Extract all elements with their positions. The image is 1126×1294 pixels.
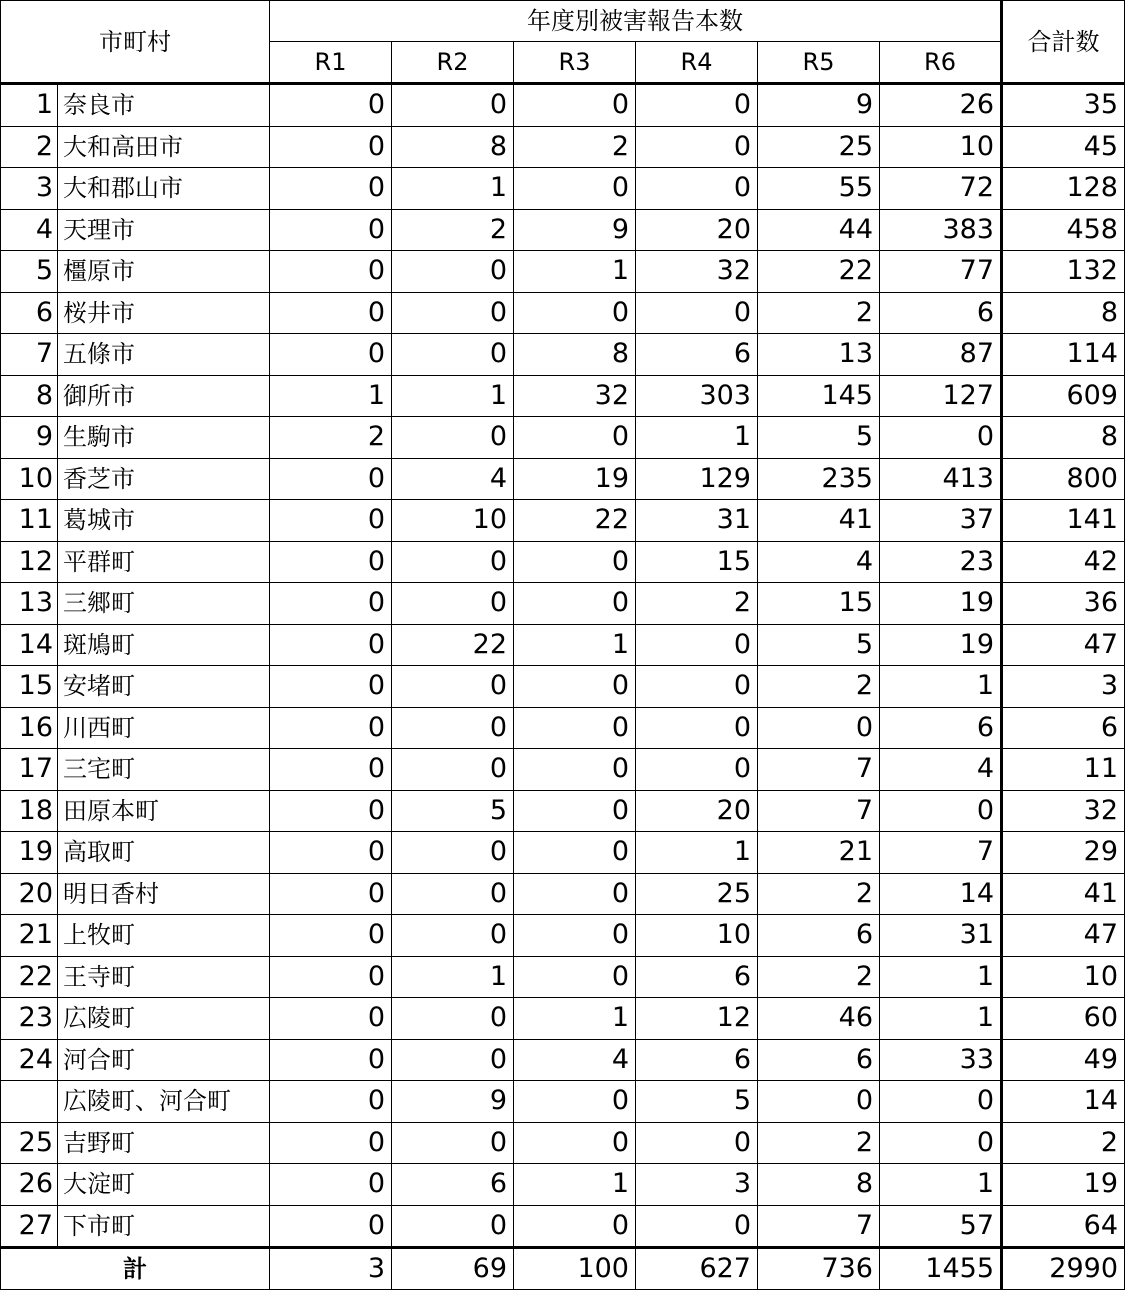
year-count-cell: 0 — [514, 292, 636, 334]
row-index — [1, 1081, 58, 1123]
municipality-name: 安堵町 — [58, 666, 270, 708]
year-count-cell: 19 — [514, 458, 636, 500]
year-count-cell: 0 — [270, 126, 392, 168]
row-total-cell: 36 — [1002, 583, 1125, 625]
year-count-cell: 77 — [880, 251, 1002, 293]
municipality-name: 桜井市 — [58, 292, 270, 334]
year-count-cell: 0 — [270, 915, 392, 957]
row-total-cell: 8 — [1002, 417, 1125, 459]
year-count-cell: 0 — [514, 832, 636, 874]
totals-cell: 1455 — [880, 1248, 1002, 1290]
row-total-cell: 128 — [1002, 168, 1125, 210]
year-count-cell: 4 — [880, 749, 1002, 791]
totals-row — [1, 1248, 1125, 1290]
municipality-name: 上牧町 — [58, 915, 270, 957]
year-count-cell: 2 — [636, 583, 758, 625]
municipality-name: 平群町 — [58, 541, 270, 583]
year-count-cell: 413 — [880, 458, 1002, 500]
year-count-cell: 8 — [758, 1164, 880, 1206]
year-count-cell: 22 — [392, 624, 514, 666]
year-count-cell: 0 — [514, 790, 636, 832]
municipality-name: 橿原市 — [58, 251, 270, 293]
year-count-cell: 0 — [514, 583, 636, 625]
year-count-cell: 6 — [636, 956, 758, 998]
table-body — [1, 84, 1125, 1248]
table-row — [1, 168, 1125, 210]
row-index: 19 — [1, 832, 58, 874]
year-count-cell: 0 — [270, 334, 392, 376]
row-total-cell: 132 — [1002, 251, 1125, 293]
header-municipality: 市町村 — [1, 1, 270, 84]
year-count-cell: 0 — [270, 1205, 392, 1248]
year-count-cell: 0 — [636, 168, 758, 210]
municipality-name: 三宅町 — [58, 749, 270, 791]
year-count-cell: 3 — [636, 1164, 758, 1206]
year-count-cell: 1 — [880, 1164, 1002, 1206]
year-count-cell: 19 — [880, 624, 1002, 666]
row-index: 13 — [1, 583, 58, 625]
table-row — [1, 1081, 1125, 1123]
year-count-cell: 6 — [758, 1039, 880, 1081]
row-total-cell: 141 — [1002, 500, 1125, 542]
year-count-cell: 6 — [758, 915, 880, 957]
year-count-cell: 0 — [392, 915, 514, 957]
row-index: 11 — [1, 500, 58, 542]
row-index: 15 — [1, 666, 58, 708]
row-index: 3 — [1, 168, 58, 210]
year-count-cell: 0 — [880, 1081, 1002, 1123]
row-total-cell: 10 — [1002, 956, 1125, 998]
year-count-cell: 25 — [758, 126, 880, 168]
row-total-cell: 6 — [1002, 707, 1125, 749]
row-index: 25 — [1, 1122, 58, 1164]
municipality-name: 田原本町 — [58, 790, 270, 832]
table-row — [1, 915, 1125, 957]
row-index: 23 — [1, 998, 58, 1040]
year-count-cell: 0 — [514, 915, 636, 957]
year-count-cell: 0 — [392, 251, 514, 293]
year-count-cell: 0 — [270, 790, 392, 832]
totals-cell: 627 — [636, 1248, 758, 1290]
year-count-cell: 1 — [392, 956, 514, 998]
year-count-cell: 46 — [758, 998, 880, 1040]
year-count-cell: 7 — [758, 790, 880, 832]
row-total-cell: 60 — [1002, 998, 1125, 1040]
header-year: R2 — [392, 42, 514, 84]
year-count-cell: 31 — [880, 915, 1002, 957]
year-count-cell: 15 — [636, 541, 758, 583]
grand-total-cell: 2990 — [1002, 1248, 1125, 1290]
row-total-cell: 49 — [1002, 1039, 1125, 1081]
year-count-cell: 7 — [758, 1205, 880, 1248]
year-count-cell: 2 — [514, 126, 636, 168]
table-row — [1, 707, 1125, 749]
year-count-cell: 0 — [270, 707, 392, 749]
year-count-cell: 7 — [758, 749, 880, 791]
year-count-cell: 0 — [270, 458, 392, 500]
year-count-cell: 0 — [880, 417, 1002, 459]
year-count-cell: 1 — [514, 251, 636, 293]
year-count-cell: 21 — [758, 832, 880, 874]
row-index: 27 — [1, 1205, 58, 1248]
row-index: 1 — [1, 84, 58, 127]
table-row — [1, 334, 1125, 376]
year-count-cell: 9 — [392, 1081, 514, 1123]
year-count-cell: 0 — [758, 1081, 880, 1123]
year-count-cell: 5 — [758, 624, 880, 666]
totals-cell: 69 — [392, 1248, 514, 1290]
year-count-cell: 0 — [270, 500, 392, 542]
row-total-cell: 609 — [1002, 375, 1125, 417]
row-total-cell: 14 — [1002, 1081, 1125, 1123]
year-count-cell: 0 — [270, 84, 392, 127]
row-index: 14 — [1, 624, 58, 666]
year-count-cell: 32 — [514, 375, 636, 417]
municipality-name: 天理市 — [58, 209, 270, 251]
year-count-cell: 0 — [392, 417, 514, 459]
table-row — [1, 583, 1125, 625]
year-count-cell: 0 — [392, 1039, 514, 1081]
year-count-cell: 33 — [880, 1039, 1002, 1081]
year-count-cell: 6 — [636, 334, 758, 376]
row-index: 18 — [1, 790, 58, 832]
header-total: 合計数 — [1002, 1, 1125, 84]
row-index: 17 — [1, 749, 58, 791]
year-count-cell: 0 — [514, 1081, 636, 1123]
row-index: 6 — [1, 292, 58, 334]
year-count-cell: 55 — [758, 168, 880, 210]
year-count-cell: 87 — [880, 334, 1002, 376]
year-count-cell: 22 — [758, 251, 880, 293]
row-index: 26 — [1, 1164, 58, 1206]
year-count-cell: 0 — [270, 998, 392, 1040]
year-count-cell: 20 — [636, 209, 758, 251]
table-row — [1, 1205, 1125, 1248]
table-row — [1, 417, 1125, 459]
table-row — [1, 375, 1125, 417]
year-count-cell: 2 — [758, 873, 880, 915]
year-count-cell: 0 — [636, 126, 758, 168]
year-count-cell: 0 — [514, 1122, 636, 1164]
row-total-cell: 32 — [1002, 790, 1125, 832]
municipality-name: 奈良市 — [58, 84, 270, 127]
year-count-cell: 44 — [758, 209, 880, 251]
year-count-cell: 20 — [636, 790, 758, 832]
row-total-cell: 47 — [1002, 915, 1125, 957]
year-count-cell: 5 — [392, 790, 514, 832]
year-count-cell: 6 — [880, 292, 1002, 334]
year-count-cell: 8 — [392, 126, 514, 168]
row-total-cell: 2 — [1002, 1122, 1125, 1164]
year-count-cell: 0 — [514, 168, 636, 210]
row-total-cell: 19 — [1002, 1164, 1125, 1206]
year-count-cell: 57 — [880, 1205, 1002, 1248]
municipality-name: 広陵町、河合町 — [58, 1081, 270, 1123]
year-count-cell: 0 — [270, 749, 392, 791]
table-row — [1, 84, 1125, 127]
year-count-cell: 1 — [636, 832, 758, 874]
year-count-cell: 0 — [392, 749, 514, 791]
year-count-cell: 7 — [880, 832, 1002, 874]
year-count-cell: 2 — [270, 417, 392, 459]
year-count-cell: 9 — [514, 209, 636, 251]
table-row — [1, 500, 1125, 542]
row-total-cell: 11 — [1002, 749, 1125, 791]
totals-label: 計 — [1, 1248, 270, 1290]
year-count-cell: 25 — [636, 873, 758, 915]
year-count-cell: 235 — [758, 458, 880, 500]
year-count-cell: 1 — [636, 417, 758, 459]
year-count-cell: 10 — [636, 915, 758, 957]
totals-cell: 3 — [270, 1248, 392, 1290]
totals-cell: 100 — [514, 1248, 636, 1290]
year-count-cell: 0 — [270, 168, 392, 210]
year-count-cell: 303 — [636, 375, 758, 417]
row-total-cell: 42 — [1002, 541, 1125, 583]
row-total-cell: 47 — [1002, 624, 1125, 666]
year-count-cell: 0 — [514, 84, 636, 127]
year-count-cell: 6 — [636, 1039, 758, 1081]
year-count-cell: 1 — [270, 375, 392, 417]
year-count-cell: 0 — [392, 334, 514, 376]
year-count-cell: 0 — [880, 790, 1002, 832]
year-count-cell: 0 — [514, 707, 636, 749]
year-count-cell: 15 — [758, 583, 880, 625]
table-row — [1, 126, 1125, 168]
table-row — [1, 541, 1125, 583]
year-count-cell: 4 — [758, 541, 880, 583]
year-count-cell: 0 — [514, 956, 636, 998]
municipality-name: 高取町 — [58, 832, 270, 874]
municipality-name: 吉野町 — [58, 1122, 270, 1164]
year-count-cell: 0 — [392, 583, 514, 625]
year-count-cell: 2 — [758, 1122, 880, 1164]
year-count-cell: 0 — [514, 873, 636, 915]
table-row — [1, 251, 1125, 293]
header-year: R4 — [636, 42, 758, 84]
municipality-name: 大和郡山市 — [58, 168, 270, 210]
year-count-cell: 6 — [392, 1164, 514, 1206]
row-index: 8 — [1, 375, 58, 417]
table-row — [1, 1122, 1125, 1164]
year-count-cell: 26 — [880, 84, 1002, 127]
table-row — [1, 790, 1125, 832]
municipality-name: 大和高田市 — [58, 126, 270, 168]
year-count-cell: 4 — [514, 1039, 636, 1081]
year-count-cell: 0 — [270, 541, 392, 583]
year-count-cell: 1 — [392, 168, 514, 210]
year-count-cell: 1 — [880, 956, 1002, 998]
table-row — [1, 956, 1125, 998]
year-count-cell: 0 — [392, 1122, 514, 1164]
year-count-cell: 0 — [514, 749, 636, 791]
year-count-cell: 0 — [636, 1122, 758, 1164]
year-count-cell: 0 — [270, 1122, 392, 1164]
year-count-cell: 0 — [392, 832, 514, 874]
municipality-name: 広陵町 — [58, 998, 270, 1040]
year-count-cell: 0 — [392, 84, 514, 127]
header-year: R6 — [880, 42, 1002, 84]
table-row — [1, 292, 1125, 334]
year-count-cell: 2 — [758, 666, 880, 708]
table-row — [1, 832, 1125, 874]
year-count-cell: 0 — [514, 417, 636, 459]
row-index: 21 — [1, 915, 58, 957]
row-index: 2 — [1, 126, 58, 168]
year-count-cell: 0 — [270, 666, 392, 708]
row-total-cell: 800 — [1002, 458, 1125, 500]
row-total-cell: 45 — [1002, 126, 1125, 168]
year-count-cell: 13 — [758, 334, 880, 376]
year-count-cell: 10 — [880, 126, 1002, 168]
year-count-cell: 72 — [880, 168, 1002, 210]
header-year: R5 — [758, 42, 880, 84]
year-count-cell: 0 — [514, 541, 636, 583]
year-count-cell: 0 — [392, 292, 514, 334]
table-row — [1, 998, 1125, 1040]
year-count-cell: 14 — [880, 873, 1002, 915]
table-row — [1, 458, 1125, 500]
year-count-cell: 0 — [392, 666, 514, 708]
row-index: 5 — [1, 251, 58, 293]
table-row — [1, 624, 1125, 666]
year-count-cell: 5 — [758, 417, 880, 459]
year-count-cell: 0 — [270, 583, 392, 625]
row-total-cell: 64 — [1002, 1205, 1125, 1248]
year-count-cell: 12 — [636, 998, 758, 1040]
year-count-cell: 5 — [636, 1081, 758, 1123]
municipality-name: 河合町 — [58, 1039, 270, 1081]
year-count-cell: 383 — [880, 209, 1002, 251]
year-count-cell: 23 — [880, 541, 1002, 583]
totals-cell: 736 — [758, 1248, 880, 1290]
year-count-cell: 0 — [880, 1122, 1002, 1164]
year-count-cell: 0 — [636, 1205, 758, 1248]
year-count-cell: 0 — [270, 292, 392, 334]
header-year: R3 — [514, 42, 636, 84]
year-count-cell: 0 — [636, 292, 758, 334]
table-row — [1, 1039, 1125, 1081]
year-count-cell: 41 — [758, 500, 880, 542]
year-count-cell: 1 — [880, 666, 1002, 708]
municipality-name: 生駒市 — [58, 417, 270, 459]
year-count-cell: 31 — [636, 500, 758, 542]
year-count-cell: 0 — [636, 624, 758, 666]
year-count-cell: 0 — [636, 84, 758, 127]
municipality-name: 香芝市 — [58, 458, 270, 500]
year-count-cell: 0 — [392, 541, 514, 583]
row-index: 16 — [1, 707, 58, 749]
row-index: 24 — [1, 1039, 58, 1081]
municipality-name: 御所市 — [58, 375, 270, 417]
year-count-cell: 0 — [270, 873, 392, 915]
row-index: 20 — [1, 873, 58, 915]
year-count-cell: 0 — [636, 707, 758, 749]
table-row — [1, 209, 1125, 251]
municipality-name: 大淀町 — [58, 1164, 270, 1206]
row-index: 12 — [1, 541, 58, 583]
row-index: 4 — [1, 209, 58, 251]
row-total-cell: 35 — [1002, 84, 1125, 127]
year-count-cell: 0 — [636, 666, 758, 708]
year-count-cell: 0 — [270, 624, 392, 666]
row-total-cell: 29 — [1002, 832, 1125, 874]
year-count-cell: 0 — [392, 1205, 514, 1248]
year-count-cell: 0 — [392, 998, 514, 1040]
year-count-cell: 0 — [270, 1081, 392, 1123]
municipality-name: 下市町 — [58, 1205, 270, 1248]
year-count-cell: 0 — [392, 873, 514, 915]
year-count-cell: 0 — [270, 956, 392, 998]
table-row — [1, 873, 1125, 915]
row-total-cell: 3 — [1002, 666, 1125, 708]
year-count-cell: 129 — [636, 458, 758, 500]
year-count-cell: 1 — [514, 998, 636, 1040]
year-count-cell: 1 — [392, 375, 514, 417]
year-count-cell: 0 — [270, 251, 392, 293]
year-count-cell: 10 — [392, 500, 514, 542]
year-count-cell: 37 — [880, 500, 1002, 542]
municipality-name: 葛城市 — [58, 500, 270, 542]
year-count-cell: 1 — [880, 998, 1002, 1040]
header-yearly-group: 年度別被害報告本数 — [270, 1, 1002, 42]
row-total-cell: 8 — [1002, 292, 1125, 334]
year-count-cell: 0 — [270, 1164, 392, 1206]
year-count-cell: 127 — [880, 375, 1002, 417]
table-row — [1, 1164, 1125, 1206]
year-count-cell: 8 — [514, 334, 636, 376]
table-row — [1, 666, 1125, 708]
year-count-cell: 22 — [514, 500, 636, 542]
year-count-cell: 2 — [758, 292, 880, 334]
header-year: R1 — [270, 42, 392, 84]
municipality-name: 五條市 — [58, 334, 270, 376]
year-count-cell: 32 — [636, 251, 758, 293]
year-count-cell: 2 — [758, 956, 880, 998]
table-row — [1, 749, 1125, 791]
year-count-cell: 0 — [392, 707, 514, 749]
year-count-cell: 0 — [270, 832, 392, 874]
row-index: 9 — [1, 417, 58, 459]
year-count-cell: 145 — [758, 375, 880, 417]
year-count-cell: 4 — [392, 458, 514, 500]
year-count-cell: 9 — [758, 84, 880, 127]
municipality-name: 斑鳩町 — [58, 624, 270, 666]
municipality-name: 川西町 — [58, 707, 270, 749]
municipality-name: 三郷町 — [58, 583, 270, 625]
year-count-cell: 1 — [514, 624, 636, 666]
year-count-cell: 0 — [636, 749, 758, 791]
row-total-cell: 458 — [1002, 209, 1125, 251]
year-count-cell: 2 — [392, 209, 514, 251]
row-index: 10 — [1, 458, 58, 500]
year-count-cell: 0 — [270, 1039, 392, 1081]
year-count-cell: 0 — [514, 1205, 636, 1248]
row-total-cell: 114 — [1002, 334, 1125, 376]
year-count-cell: 1 — [514, 1164, 636, 1206]
year-count-cell: 0 — [514, 666, 636, 708]
municipality-name: 王寺町 — [58, 956, 270, 998]
municipality-name: 明日香村 — [58, 873, 270, 915]
year-count-cell: 0 — [270, 209, 392, 251]
year-count-cell: 19 — [880, 583, 1002, 625]
row-index: 7 — [1, 334, 58, 376]
year-count-cell: 6 — [880, 707, 1002, 749]
row-index: 22 — [1, 956, 58, 998]
year-count-cell: 0 — [758, 707, 880, 749]
row-total-cell: 41 — [1002, 873, 1125, 915]
